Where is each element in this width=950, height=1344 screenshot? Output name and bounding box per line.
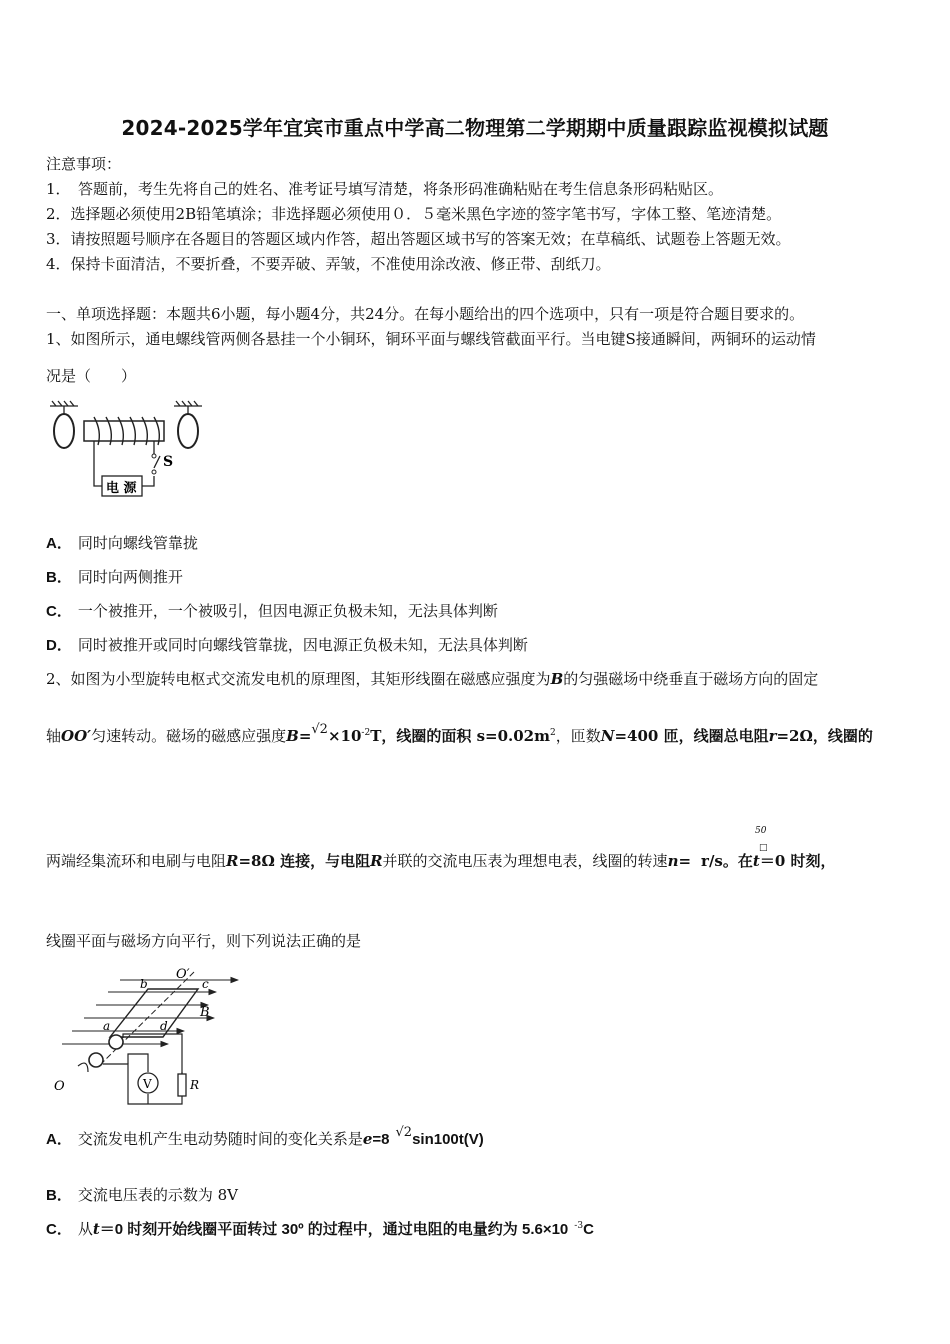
- voltmeter-label: V: [143, 1077, 152, 1091]
- q2-text: 的匀强磁场中绕垂直于磁场方向的固定: [563, 670, 819, 688]
- q2-text: 两端经集流环和电刷与电阻: [46, 852, 227, 870]
- q2-var: e: [362, 1130, 373, 1148]
- q2-option-c[interactable]: [46, 1218, 600, 1239]
- power-source-label: 电 源: [106, 481, 137, 496]
- q2-text: =8Ω 连接，与电阻: [238, 852, 371, 870]
- option-letter: B．: [46, 1187, 72, 1204]
- sqrt-symbol: √2: [311, 722, 328, 737]
- q2-option-b[interactable]: [46, 1184, 238, 1205]
- option-text: 从: [77, 1220, 93, 1238]
- q2-figure: [48, 962, 248, 1107]
- switch-label: S: [163, 454, 174, 470]
- option-text: ＝0 时刻开始线圈平面转过 30º 的过程中，通过电阻的电量约为 5.6×10: [99, 1221, 569, 1238]
- page-title: 2024-2025学年宜宾市重点中学高二物理第二学期期中质量跟踪监视模拟试题: [121, 116, 829, 140]
- q2-stem-line1: [46, 668, 818, 689]
- notice-heading: 注意事项：: [46, 155, 122, 173]
- q2-stem-line4: 线圈平面与磁场方向平行，则下列说法正确的是: [46, 932, 362, 950]
- q1-option-c[interactable]: [46, 600, 498, 621]
- switch-contact: [152, 454, 156, 458]
- option-text: 同时向螺线管靠拢: [77, 534, 198, 552]
- q2-var: t: [752, 852, 760, 870]
- q2-var: B: [286, 727, 299, 745]
- notice-item-3: 3．请按照题号顺序在各题目的答题区域内作答，超出答题区域书写的答案无效；在草稿纸、试题卷上答题无效。: [46, 230, 791, 248]
- sqrt-symbol: √2: [395, 1125, 413, 1140]
- axis-label-bottom: O: [54, 1079, 65, 1094]
- q2-var: r: [768, 727, 777, 745]
- option-text: sin100t(V): [412, 1131, 484, 1148]
- switch-contact: [152, 470, 156, 474]
- option-text: 一个被推开，一个被吸引，但因电源正负极未知，无法具体判断: [77, 602, 498, 620]
- q1-option-b[interactable]: [46, 566, 183, 587]
- rectangular-coil: [110, 989, 198, 1037]
- q2-stem-line2: [46, 722, 873, 746]
- option-letter: C．: [46, 1221, 72, 1238]
- q2-option-a[interactable]: [46, 1125, 490, 1149]
- q1-left-support: [50, 401, 78, 414]
- q2-var: R: [370, 852, 383, 870]
- slip-ring: [109, 1035, 123, 1049]
- option-letter: A．: [46, 535, 72, 552]
- field-label: B: [200, 1005, 210, 1020]
- q2-var: B: [550, 670, 564, 688]
- q1-figure: [44, 398, 214, 504]
- q2-text: 匀速转动。磁场的磁感应强度: [91, 727, 287, 745]
- q2-var: R: [226, 852, 239, 870]
- coil-corner-a: a: [103, 1019, 111, 1033]
- q2-text: 并联的交流电压表为理想电表，线圈的转速: [382, 852, 668, 870]
- q1-right-support: [174, 401, 202, 414]
- q2-text: r/s。在: [701, 852, 753, 870]
- option-text: 交流发电机产生电动势随时间的变化关系是: [77, 1130, 363, 1148]
- q2-var: n: [667, 852, 679, 870]
- q1-stem-line2: 况是（ ）: [46, 367, 137, 385]
- coil-corner-d: d: [160, 1019, 168, 1033]
- fraction-numerator: 50: [755, 826, 767, 836]
- coil-corner-c: c: [202, 977, 209, 991]
- option-text: 同时向两侧推开: [77, 568, 183, 586]
- notice-item-4: 4．保持卡面清洁，不要折叠，不要弄破、弄皱，不准使用涂改液、修正带、刮纸刀。: [46, 255, 611, 273]
- option-text: C: [583, 1221, 594, 1238]
- q2-stem-line3: [46, 850, 835, 871]
- notice-item-2: 2．选择题必须使用2B铅笔填涂；非选择题必须使用０．５毫米黑色字迹的签字笔书写，字体工整、笔迹清楚。: [46, 205, 782, 223]
- q2-var: t: [92, 1220, 100, 1238]
- option-text: 同时被推开或同时向螺线管靠拢，因电源正负极未知，无法具体判断: [77, 636, 528, 654]
- option-letter: D．: [46, 637, 72, 654]
- q1-option-a[interactable]: [46, 532, 198, 553]
- q2-exp: 2: [550, 728, 556, 738]
- solenoid: [84, 421, 164, 441]
- option-text: 交流电压表的示数为 8V: [77, 1186, 238, 1204]
- slip-ring: [89, 1053, 103, 1067]
- resistor-label: R: [190, 1078, 200, 1092]
- q1-stem-line1: 1、如图所示，通电螺线管两侧各悬挂一个小铜环，铜环平面与螺线管截面平行。当电键S接通瞬间，两铜环的运动情: [46, 330, 816, 348]
- q2-var: OO′: [61, 727, 92, 745]
- q2-text: 轴: [46, 727, 62, 745]
- section-heading: 一、单项选择题：本题共6小题，每小题4分，共24分。在每小题给出的四个选项中，只有一项是符合题目要求的。: [46, 305, 805, 323]
- q2-text: ＝0 时刻，: [759, 852, 836, 870]
- left-copper-ring: [54, 414, 74, 448]
- q2-text: =: [298, 727, 312, 745]
- q2-text: =: [678, 852, 692, 870]
- option-letter: C．: [46, 603, 72, 620]
- notice-item-1: 1． 答题前，考生先将自己的姓名、准考证号填写清楚，将条形码准确粘贴在考生信息条形码粘贴区。: [46, 180, 724, 198]
- coil-corner-b: b: [140, 977, 148, 991]
- option-text: =8: [372, 1131, 390, 1148]
- resistor: [178, 1074, 186, 1096]
- option-letter: A．: [46, 1131, 72, 1148]
- q2-text: ，匝数: [555, 727, 601, 745]
- right-copper-ring: [178, 414, 198, 448]
- q2-text: =400 匝，线圈总电阻: [614, 727, 769, 745]
- rotation-arrow-icon: [78, 1063, 88, 1072]
- q2-var: N: [600, 727, 615, 745]
- q2-exp: -3: [574, 1221, 584, 1231]
- option-letter: B．: [46, 569, 72, 586]
- q2-text: T，线圈的面积 s=0.02m: [370, 727, 550, 745]
- q1-option-d[interactable]: [46, 634, 528, 655]
- fraction-denominator: □: [759, 843, 768, 853]
- q2-text: =2Ω，线圈的: [776, 727, 873, 745]
- axis-label-top: O′: [176, 967, 190, 982]
- q2-text: ×10: [327, 727, 362, 745]
- q2-exp: -2: [361, 728, 371, 738]
- q2-text: 2、如图为小型旋转电枢式交流发电机的原理图，其矩形线圈在磁感应强度为: [46, 670, 551, 688]
